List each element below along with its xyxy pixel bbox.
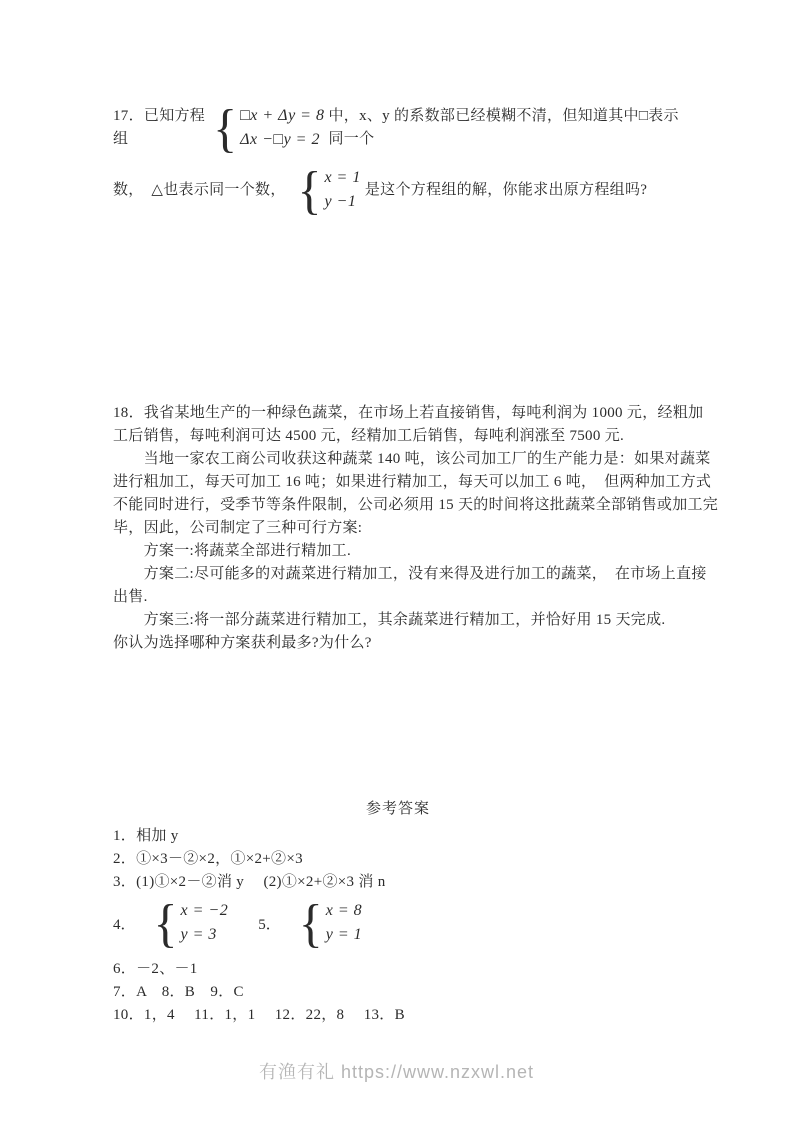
question-17-row2-prefix: 数， △也表示同一个数， [113,181,294,198]
question-18-plan-2-cont: 出售. [113,589,148,605]
equation-lines [324,166,360,214]
answer-4-equation-system [153,893,229,953]
question-18-plan-3: 方案三:将一部分蔬菜进行精加工，其余蔬菜进行精加工，并恰好用 15 天完成. [113,612,666,628]
answer-line-3: 3．(1)①×2－②消 y (2)①×2+②×3 消 n [113,874,386,890]
site-watermark: 有渔有礼 https://www.nzxwl.net [258,1062,535,1082]
question-17-line-2 [113,160,683,220]
question-17-lead: 17．已知方程组 [113,108,206,147]
equation-line: x = 8 [325,902,363,919]
answer-line-10-13: 10．1，4 11．1，1 12．22，8 13．B [113,1007,405,1023]
left-brace-glyph: { [153,893,178,953]
question-17-line-1 [113,98,683,158]
answer-4-number: 4． [113,916,136,933]
question-18-text-line: 工后销售，每吨利润可达 4500 元，经精加工后销售，每吨利润涨至 7500 元. [113,428,625,444]
equation-line: y = 3 [180,926,217,943]
answer-5-number: 5． [258,916,281,933]
question-17-row2-suffix: 是这个方程组的解，你能求出原方程组吗? [364,181,648,198]
equation-lines [181,899,229,947]
question-18-plan-1: 方案一:将蔬菜全部进行精加工. [113,543,352,559]
question-18-text-line: 不能同时进行，受季节等条件限制，公司必须用 15 天的时间将这批蔬菜全部销售或加工完 [113,497,719,513]
answer-5-equation-system [298,893,363,953]
equation-line: y = 1 [325,926,363,943]
question-18-text-line: 毕，因此，公司制定了三种可行方案: [113,520,363,536]
equation-line: x = 1 [324,169,361,186]
question-18-text-line: 18．我省某地生产的一种绿色蔬菜，在市场上若直接销售，每吨利润为 1000 元，经粗加 [113,405,704,421]
question-18-plan-2: 方案二:尽可能多的对蔬菜进行精加工，没有来得及进行加工的蔬菜， 在市场上直接 [113,566,707,582]
reference-answers [113,798,683,1027]
equation-line: Δx −□y = 2 [240,131,320,148]
left-brace-glyph: { [298,893,323,953]
answer-line-4-5 [113,894,683,952]
equation-lines [326,899,362,947]
question-18-text-line: 当地一家农工商公司收获这种蔬菜 140 吨，该公司加工厂的生产能力是：如果对蔬菜 [113,451,711,467]
question-17 [113,98,683,220]
answer-line-1: 1．相加 y [113,828,179,844]
equation-system-blurred-coefficients [213,98,325,158]
left-brace-glyph: { [297,160,322,220]
answer-line-2: 2．①×3－②×2，①×2+②×3 [113,851,303,867]
answer-line-6: 6．－2、－1 [113,961,198,977]
question-17-after-system: 中，x、y 的系数部已经模糊不清，但知道其中□表示同一个 [328,108,679,147]
question-18 [113,402,719,655]
answer-line-7-9: 7．A 8．B 9．C [113,984,244,1000]
question-18-text-line: 进行粗加工，每天可加工 16 吨；如果进行精加工，每天可以加工 6 吨， 但两种加工方式 [113,474,712,490]
equation-line: y −1 [324,193,357,210]
question-18-final-question: 你认为选择哪种方案获利最多?为什么? [113,635,372,651]
left-brace-glyph: { [213,98,238,158]
equation-lines [240,104,324,152]
equation-line: x = −2 [180,902,229,919]
equation-system-solution [297,160,361,220]
equation-line: □x + Δy = 8 [240,107,325,124]
answers-heading: 参考答案 [365,801,430,817]
